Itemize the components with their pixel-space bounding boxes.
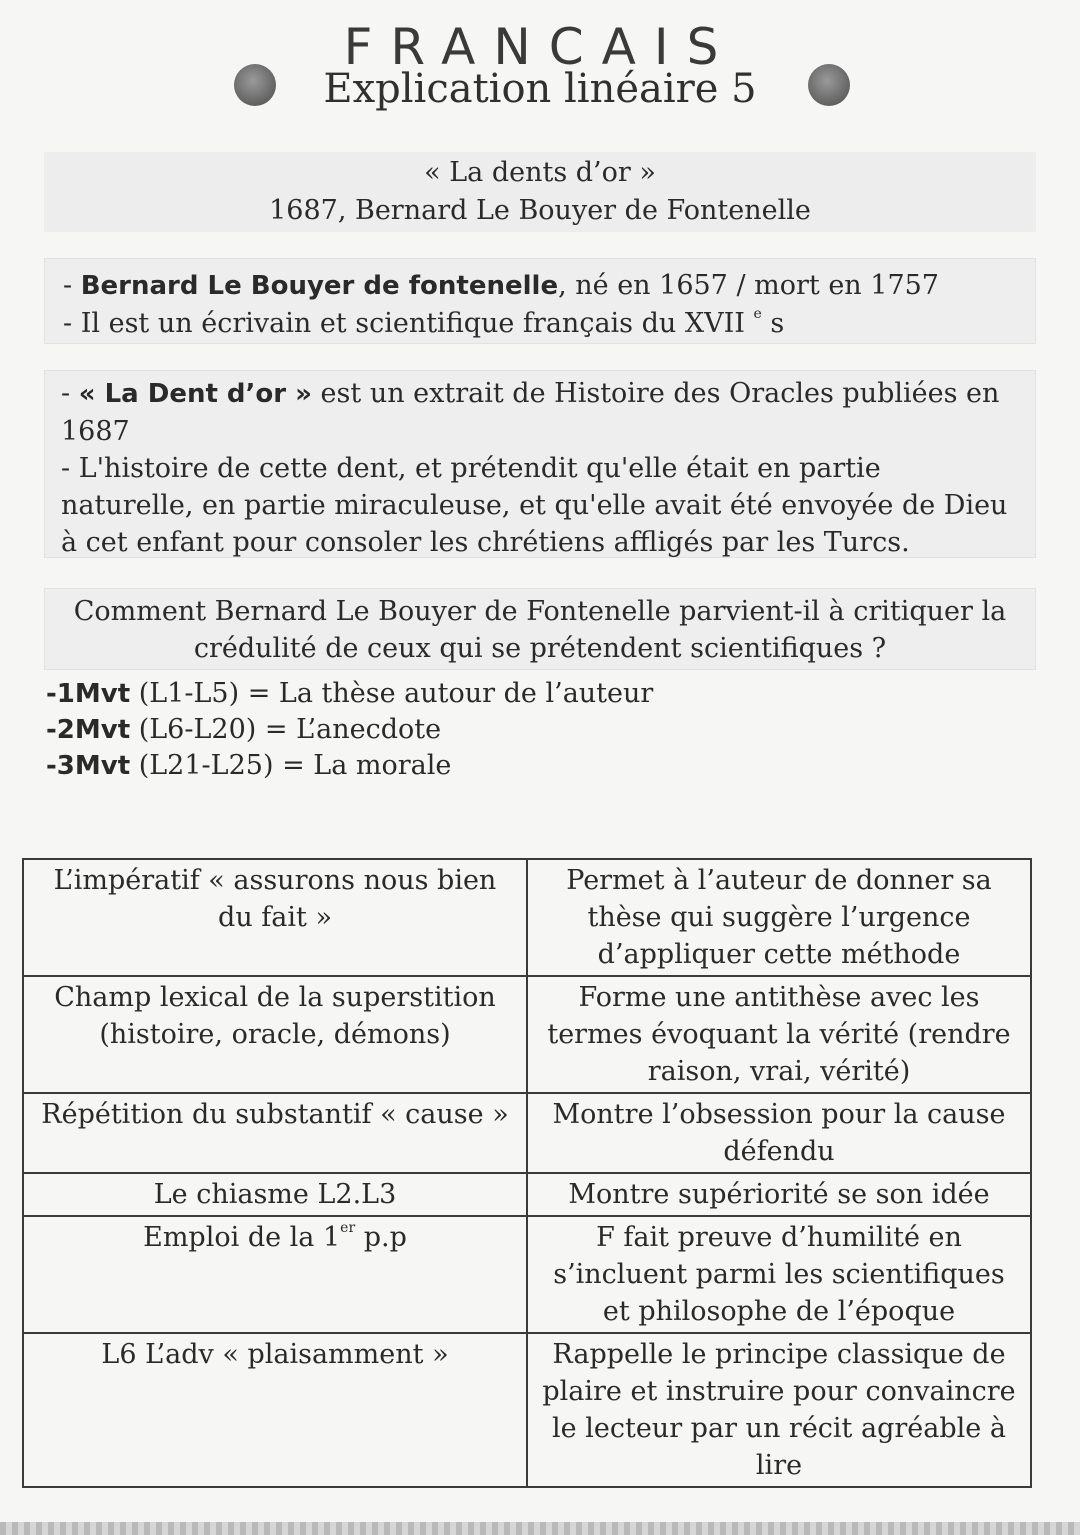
table-row [23,1093,1031,1173]
movement-label: -1Mvt [46,679,131,709]
work-year-author: 1687, Bernard Le Bouyer de Fontenelle [269,195,811,226]
analysis-table [22,858,1032,1488]
table-cell-procede [23,1216,527,1333]
table-cell-interpretation: Montre l’obsession pour la cause défendu [527,1093,1031,1173]
table-cell-procede: L6 L’adv « plaisamment » [23,1333,527,1487]
page-subtitle: Explication linéaire 5 [323,66,757,112]
bottom-edge-strip [0,1522,1080,1535]
author-info-box [44,258,1036,344]
movement-text: (L21-L25) = La morale [130,750,452,781]
movement-label: -3Mvt [46,751,131,781]
author-line2-end: s [761,308,785,339]
page-header [0,18,1080,118]
table-cell-procede: Répétition du substantif « cause » [23,1093,527,1173]
table-cell-interpretation: Montre supériorité se son idée [527,1173,1031,1216]
extract-info-box [44,370,1036,558]
movements-list [46,676,946,784]
procede-text-end: p.p [355,1222,407,1253]
table-row [23,976,1031,1093]
century-sup: e [753,306,762,322]
extract-summary: - L'histoire de cette dent, et prétendit qu'elle était en partie naturelle, en partie miraculeuse, et qu'elle avait été envoyée de Dieu à cet enfant pour consoler les chrétiens affligés par les Turcs. [61,453,1008,558]
author-description: - Il est un écrivain et scientifique français du XVII [63,308,745,339]
table-row [23,859,1031,976]
extract-line-1: - « La Dent d’or » est un extrait de Histoire des Oracles publiées en 1687 [61,378,1000,447]
table-cell-interpretation: F fait preuve d’humilité en s’incluent parmi les scientifiques et philosophe de l’époque [527,1216,1031,1333]
movement-item [46,712,946,748]
author-dates: , né en 1657 / mort en 1757 [558,270,939,301]
table-cell-procede: Champ lexical de la superstition (histoire, oracle, démons) [23,976,527,1093]
movement-item [46,748,946,784]
extract-title: « La Dent d’or » [78,379,312,409]
table-cell-interpretation: Rappelle le principe classique de plaire et instruire pour convaincre le lecteur par un récit agréable à lire [527,1333,1031,1487]
table-cell-procede: Le chiasme L2.L3 [23,1173,527,1216]
table-cell-procede: L’impératif « assurons nous bien du fait » [23,859,527,976]
procede-text: Emploi de la 1 [143,1222,341,1253]
table-cell-interpretation: Permet à l’auteur de donner sa thèse qui suggère l’urgence d’appliquer cette méthode [527,859,1031,976]
table-row [23,1333,1031,1487]
author-line-1: - Bernard Le Bouyer de fontenelle, né en 1657 / mort en 1757 [63,270,939,301]
work-title: « La dents d’or » [424,157,656,188]
table-row [23,1173,1031,1216]
table-cell-interpretation: Forme une antithèse avec les termes évoquant la vérité (rendre raison, vrai, vérité) [527,976,1031,1093]
problematic-question: Comment Bernard Le Bouyer de Fontenelle parvient-il à critiquer la crédulité de ceux qui se prétendent scientifiques ? [73,596,1007,664]
ordinal-sup: er [340,1220,356,1236]
subject-title: FRANCAIS [343,18,737,76]
table-row [23,1216,1031,1333]
movement-label: -2Mvt [46,715,131,745]
movement-text: (L1-L5) = La thèse autour de l’auteur [130,678,654,709]
work-reference-box [44,152,1036,232]
movement-text: (L6-L20) = L’anecdote [130,714,442,745]
author-line-2 [63,305,1017,343]
movement-item [46,676,946,712]
author-name: Bernard Le Bouyer de fontenelle [80,271,559,301]
extract-source: est un extrait de Histoire des Oracles publiées en 1687 [61,378,1000,447]
problematic-box [44,588,1036,670]
